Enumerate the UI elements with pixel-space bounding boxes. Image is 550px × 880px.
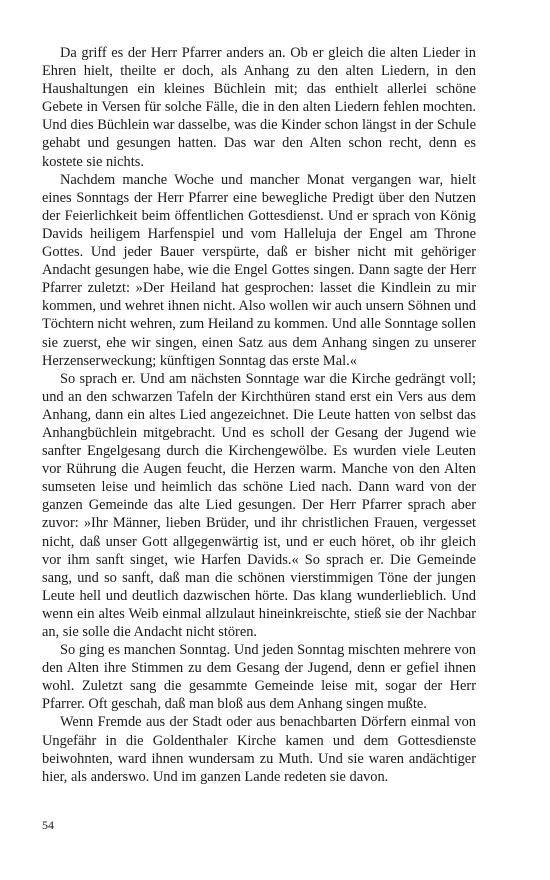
page-number: 54 <box>42 818 54 832</box>
paragraph: So sprach er. Und am nächsten Sonntage war die Kirche gedrängt voll; und an den schwarzen Tafeln der Kirchthüren stand erst ein Vers aus dem Anhang, dann ein altes Lied angezeichnet. Die Leute hatten von selbst das Anhangbüchlein mitgebracht. Und es scholl der Gesang der Jugend wie sanfter Engelgesang durch die Kirchengewölbe. Es wurden viele Leuten vor Rührung die Augen feucht, die Herzen warm. Manche von den Alten sumseten leise und heimlich das schöne Lied nach. Dann ward von der ganzen Gemeinde das alte Lied gesungen. Der Herr Pfarrer sprach aber zuvor: »Ihr Männer, lieben Brüder, und ihr christlichen Frauen, vergesset nicht, daß unser Gott allgegenwärtig ist, und er euch höret, ob ihr gleich vor ihm sanft singet, wie Harfen Davids.« So sprach er. Die Gemeinde sang, und so sanft, daß man die schönen vierstimmigen Töne der jungen Leute hell und deutlich dazwischen hörte. Das klang wunderlieblich. Und wenn ein altes Weib einmal allzulaut hineinkreischte, stieß sie der Nachbar an, sie solle die Andacht nicht stören. <box>42 370 476 640</box>
paragraph: Da griff es der Herr Pfarrer anders an. Ob er gleich die alten Lieder in Ehren hielt, theilte er doch, als Anhang zu den alten Liedern, in den Haushaltungen ein kleines Büchlein mit; das enthielt allerlei schöne Gebete in Versen für solche Fälle, die in den alten Liedern fehlen mochten. Und dies Büchlein war dasselbe, was die Kinder schon längst in der Schule gehabt und gesungen hatten. Das war den Alten schon recht, denn es kostete sie nichts. <box>42 45 476 170</box>
paragraph: Nachdem manche Woche und mancher Monat vergangen war, hielt eines Sonntags der Herr Pfarrer eine bewegliche Predigt über den Nutzen der Feierlichkeit beim öffentlichen Gottesdienst. Und er sprach von König Davids heiligem Harfenspiel und vom Halleluja der Engel am Throne Gottes. Und jeder Bauer verspürte, daß er bisher nicht mit gehöriger Andacht gesungen habe, wie die Engel Gottes singen. Dann sagte der Herr Pfarrer zuletzt: »Der Heiland hat gesprochen: lasset die Kindlein zu mir kommen, und wehret ihnen nicht. Also wollen wir auch unsern Söhnen und Töchtern nicht wehren, zum Heiland zu kommen. Und alle Sonntage sollen sie zuerst, ehe wir singen, einen Satz aus dem Anhang singen zu unserer Herzenserweckung; künftigen Sonntag das erste Mal.« <box>42 171 476 369</box>
body-text <box>42 44 476 786</box>
paragraph: Wenn Fremde aus der Stadt oder aus benachbarten Dörfern einmal von Ungefähr in die Goldenthaler Kirche kamen und dem Gottesdienste beiwohnten, ward ihnen wundersam zu Muth. Und sie waren andächtiger hier, als anderswo. Und im ganzen Lande redeten sie davon. <box>42 714 476 785</box>
paragraph: So ging es manchen Sonntag. Und jeden Sonntag mischten mehrere von den Alten ihre Stimmen zu dem Gesang der Jugend, denn er gefiel ihnen wohl. Zuletzt sang die gesammte Gemeinde leise mit, sogar der Herr Pfarrer. Oft geschah, daß man bloß aus dem Anhang singen mußte. <box>42 642 476 713</box>
